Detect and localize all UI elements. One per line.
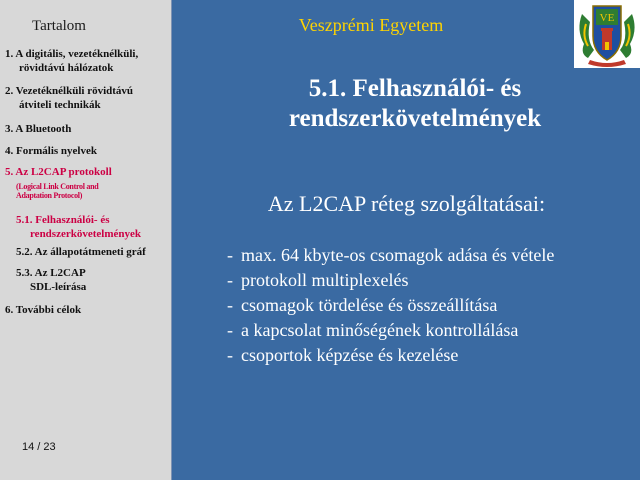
bullet-marker: - — [227, 345, 233, 365]
toc-child-5-3-line2: SDL-leírása — [30, 281, 87, 293]
svg-text:VE: VE — [599, 12, 615, 24]
bullet-text: max. 64 kbyte-os csomagok adása és vétele — [241, 245, 555, 265]
toc-item-1[interactable] — [5, 47, 171, 75]
bullet-marker: - — [227, 270, 233, 290]
slide-title-line2: rendszerkövetelmények — [288, 105, 542, 132]
bullet-item — [227, 268, 554, 293]
slide-title — [185, 74, 640, 134]
toc-item-2-line2: átviteli technikák — [19, 99, 101, 111]
toc-item-4-line1: 4. Formális nyelvek — [5, 145, 97, 157]
bullet-text: protokoll multiplexelés — [241, 270, 409, 290]
bullet-item — [227, 243, 554, 268]
toc-item-4[interactable] — [5, 144, 171, 158]
toc-item-5-subtitle-line2: Adaptation Protocol) — [16, 191, 83, 200]
crest-icon — [574, 0, 640, 68]
bullet-item — [227, 343, 554, 368]
bullet-text: csomagok tördelése és összeállítása — [241, 295, 498, 315]
bullet-text: a kapcsolat minőségének kontrollálása — [241, 320, 519, 340]
bullet-item — [227, 293, 554, 318]
page-counter: 14 / 23 — [22, 441, 56, 453]
table-of-contents-sidebar — [0, 0, 172, 480]
toc-child-5-2-line1: 5.2. Az állapotátmeneti gráf — [16, 246, 146, 258]
toc-item-2-line1: 2. Vezetéknélküli rövidtávú — [5, 85, 134, 97]
toc-item-2[interactable] — [5, 84, 171, 112]
slide-title-line1: 5.1. Felhasználói- és — [308, 75, 522, 102]
toc-child-5-2[interactable] — [16, 245, 171, 259]
toc-child-5-3-line1: 5.3. Az L2CAP — [16, 267, 86, 279]
toc-item-5-subtitle-line1: (Logical Link Control and — [16, 182, 99, 191]
toc-child-5-1[interactable] — [16, 213, 171, 241]
bullet-marker: - — [227, 245, 233, 265]
bullet-item — [227, 318, 554, 343]
toc-child-5-3[interactable] — [16, 266, 171, 294]
university-crest-logo — [574, 0, 640, 68]
services-bullet-list — [227, 243, 554, 368]
toc-child-5-1-line1: 5.1. Felhasználói- és — [16, 214, 110, 226]
toc-item-5[interactable] — [5, 165, 171, 179]
bullet-marker: - — [227, 295, 233, 315]
toc-item-3[interactable] — [5, 122, 171, 136]
toc-item-3-line1: 3. A Bluetooth — [5, 123, 72, 135]
toc-item-6-line1: 6. További célok — [5, 304, 82, 316]
bullet-text: csoportok képzése és kezelése — [241, 345, 459, 365]
bullet-marker: - — [227, 320, 233, 340]
toc-item-1-line2: rövidtávú hálózatok — [19, 62, 114, 74]
university-name: Veszprémi Egyetem — [298, 15, 444, 35]
toc-item-1-line1: 1. A digitális, vezetéknélküli, — [5, 48, 139, 60]
sidebar-title: Tartalom — [32, 18, 86, 34]
toc-item-5-line1: 5. Az L2CAP protokoll — [5, 166, 112, 178]
toc-item-5-subtitle — [16, 182, 98, 200]
services-heading: Az L2CAP réteg szolgáltatásai: — [267, 191, 546, 216]
toc-child-5-1-line2: rendszerkövetelmények — [30, 228, 141, 240]
toc-item-6[interactable] — [5, 303, 171, 317]
